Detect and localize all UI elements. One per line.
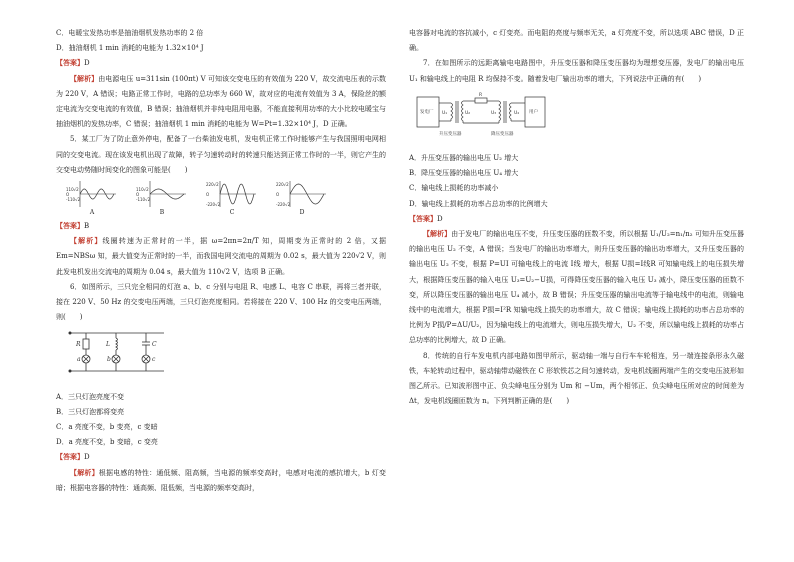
q6-circuit-diagram [64,327,386,385]
q4-explanation [56,72,386,133]
left-column [56,26,386,496]
y-tick-label: O [66,192,70,198]
answer-value: D [437,214,443,223]
y-tick-label: O [136,192,140,198]
q7-explanation [409,227,744,349]
explanation-text: 根据电感的特性：通低频、阻高频，当电源的频率变高时，电感对电流的感抗增大，b 灯变暗；根据电容器的特性：通高频、阻低频，当电源的频率变高时， [56,468,386,492]
q7-transmission-diagram [415,91,744,147]
explanation-label: 【解析】 [423,230,452,239]
q7-answer [409,212,744,227]
q6-option-d: D．a 亮度不变，b 变暗，c 变亮 [56,438,158,447]
q6-option-c: C．a 亮度不变，b 变亮，c 变暗 [56,423,158,432]
transmission-svg [415,91,555,141]
explanation-text: 线圈转速为正常时的一半，据 ω=2πn=2π/T 知，周期变为正常时的 2 倍，又据 Em=NBSω 知，最大值变为正常时的一半，而我国电网交流电的周期为 0.02 s，最大值为 220√2 V，则此发电机发出交流电的周期为 0.04 s，最大值为 110√2 V，选项 B 正确。 [56,237,387,276]
user-label: 用户 [529,109,538,115]
figure-option-label: A [89,209,95,217]
q7-stem: 7．在如图所示的远距离输电电路图中，升压变压器和降压变压器均为理想变压器，发电厂的输出电压 U₁ 和输电线上的电阻 R 均保持不变。随着发电厂输出功率的增大，下列说法中正确的有( ) [409,59,744,83]
answer-value: B [84,222,90,231]
u3-label: U₃ [491,110,497,116]
y-tick-label: 110√2 [136,187,149,193]
explanation-text: 由电源电压 u=311sin (100πt) V 可知该交变电压的有效值为 220 V，故交流电压表的示数为 220 V，A 错误；电路正常工作时，电路的总功率为 660 W，故对应的电流有效值为 3 A，保险丝的额定电流为交变电流的有效值，B 错误；抽油烟机并非纯电阻用电器，不能直接利用功率的大小比较电暖宝与抽油烟机的发热功率，C 错误；抽油烟机 1 min 消耗的电能为 W=Pt=1.32×10⁴ J，D 正确。 [56,74,386,129]
y-tick-label: -110√2 [136,197,151,203]
answer-label: 【答案】 [56,453,84,462]
figure-option-label: B [159,209,165,217]
lamp-a-label: a [77,356,81,364]
answer-label: 【答案】 [409,214,437,223]
y-tick-label: O [276,192,280,198]
y-tick-label: -110√2 [66,197,81,203]
q8-stem: 8．传统的自行车发电机内部电路如图甲所示，驱动轴一端与自行车车轮相连，另一端连接条形永久磁铁，车轮转动过程中，驱动轴带动磁铁在 C 形软铁芯之间匀速转动，发电机线圈两端产生的交变电压波形如图乙所示。已知波形图中正、负尖峰电压分别为 Um 和 −Um，两个相邻正、负尖峰电压所对应的时间差为 Δt，发电机线圈匝数为 n。下列判断正确的是( ) [409,351,744,406]
u2-label: U₂ [465,110,471,116]
line-resistor-label: R [479,92,483,98]
q4-option-c: C．电暖宝发热功率是抽油烟机发热功率的 2 倍 [56,29,204,37]
q5-answer [56,219,386,234]
explanation-label: 【解析】 [70,237,103,246]
y-tick-label: -220√2 [206,202,221,208]
waveform-plot [136,179,188,209]
q7-option-d: D．输电线上损耗的功率占总功率的比例增大 [409,199,548,208]
q5-option-figure [206,179,258,217]
answer-value: D [84,59,90,68]
q6-option-a: A．三只灯泡亮度不变 [56,392,125,401]
q4-answer [56,56,386,71]
inductor-label: L [106,341,110,349]
explanation-label: 【解析】 [70,468,99,477]
axes [150,181,186,207]
y-tick-label: 110√2 [66,187,79,193]
circuit-svg [64,327,174,379]
lamp-b-label: b [107,356,111,364]
q7-option-b: B．降压变压器的输出电压 U₄ 增大 [409,169,519,178]
axes [80,181,116,207]
u4-label: U₄ [514,110,520,116]
q6-explanation-continued: 电容器对电流的容抗减小，c 灯变亮。而电阻的亮度与频率无关，a 灯亮度不变，所以选项 ABC 错误，D 正确。 [409,29,744,53]
answer-label: 【答案】 [56,59,84,68]
step-up-label: 升压变压器 [439,131,462,137]
axes [290,181,326,207]
explanation-text: 由于发电厂的输出电压不变，升压变压器的匝数不变，所以根据 U₁/U₂=n₁/n₂ 可知升压变压器的输出电压 U₂ 不变，A 错误；当发电厂的输出功率增大，则升压变压器的输出功率增大，又升压变压器的输出电压 U₂ 不变，根据 P=UI 可输电线上的电流 I线 增大，根据 U损=I线R 可知输电线上的电压损失增大，根据降压变压器的输入电压 U₃=U₂−U损，可得降压变压器的输入电压 U₃ 减小，降压变压器的匝数不变，所以降压变压器的输出电压 U₄ 减小，故 B 错误；升压变压器的输出电流等于输电线中的电流，则输电线中的电流增大，根据 P损=I²R 知输电线上损失的功率增大，故 C 错误；输电线上损耗的功率占总功率的比例为 P损/P=ΔU/U₂，因为输电线上的电流增大，则电压损失增大，U₂ 不变，所以输电线上损耗的功率占总功率的比例增大，故 D 正确。 [409,230,744,345]
q5-explanation [56,234,386,280]
q5-figure-row [66,179,386,217]
step-down-label: 降压变压器 [491,131,514,137]
y-tick-label: -220√2 [276,202,291,208]
waveform-plot [206,179,258,209]
y-tick-label: O [206,192,210,198]
q5-stem: 5．某工厂为了防止意外停电，配备了一台柴油发电机，发电机正常工作时能够产生与我国照明电网相同的交变电流。现在该发电机出现了故障，转子匀速转动时的转速只能达到正常工作时的一半，则它产生的交变电动势随时间变化的图象可能是( ) [56,135,386,174]
q7-option-a: A．升压变压器的输出电压 U₂ 增大 [409,154,519,163]
q6-stem: 6．如图所示，三只完全相同的灯泡 a、b、c 分别与电阻 R、电感 L、电容 C 串联，再将三者并联，接在 220 V、50 Hz 的交变电压两端，三只灯泡亮度相同。若将接在 220 V、100 Hz 的交变电压两端，则( ) [56,282,386,322]
figure-option-label: D [299,209,305,217]
explanation-label: 【解析】 [70,74,99,83]
right-column [409,26,744,409]
resistor-label: R [76,341,81,349]
lamp-c-label: c [152,356,156,364]
q4-option-d: D．抽油烟机 1 min 消耗的电能为 1.32×10⁴ J [56,44,204,53]
q6-answer [56,450,386,465]
q5-option-figure [66,179,118,217]
answer-value: D [84,453,90,462]
figure-option-label: C [229,209,235,217]
q7-option-c: C．输电线上损耗的功率减小 [409,184,499,193]
q5-option-figure [136,179,188,217]
waveform-plot [276,179,328,209]
q6-explanation [56,466,386,496]
q6-option-b: B．三只灯泡都将变亮 [56,407,125,416]
y-tick-label: 220√2 [206,182,219,188]
answer-label: 【答案】 [56,222,84,231]
q5-option-figure [276,179,328,217]
capacitor-label: C [152,341,157,349]
y-tick-label: 220√2 [276,182,289,188]
u1-label: U₁ [442,110,448,116]
waveform-plot [66,179,118,209]
power-plant-label: 发电厂 [420,109,434,115]
